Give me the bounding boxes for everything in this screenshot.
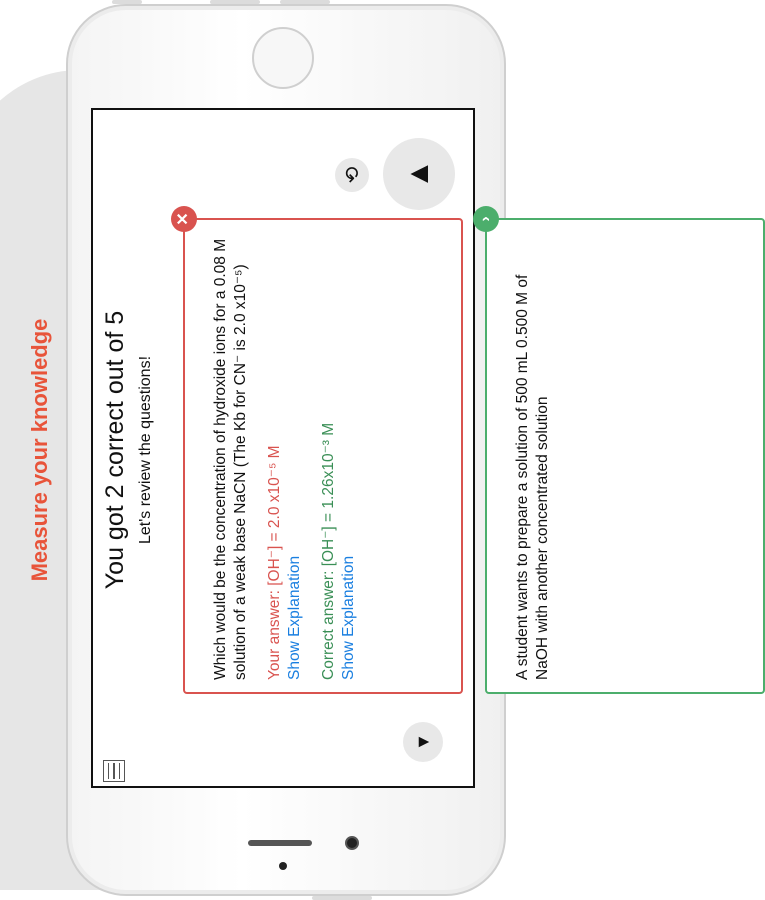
show-explanation-link[interactable]: Show Explanation [286, 555, 303, 680]
question-card-correct [477, 216, 765, 694]
show-explanation-link[interactable]: Show Explanation [340, 555, 357, 680]
rotated-content [93, 110, 551, 790]
phone-volume-button [280, 0, 330, 4]
results-title: You got 2 correct out of 5 [101, 310, 129, 590]
results-subtitle: Let's review the questions! [137, 355, 154, 545]
phone-side-button [112, 0, 142, 4]
question-text: A student wants to prepare a solution of 500 mL 0.500 M of NaOH with another concentrated solution [514, 274, 551, 680]
correct-icon: › [473, 206, 499, 232]
incorrect-icon: ✕ [171, 206, 197, 232]
scroll-down-button[interactable]: ▼ [403, 722, 443, 762]
question-card-incorrect [175, 212, 463, 694]
correct-answer: Correct answer: [OH⁻] = 1.26x10⁻³ M [320, 422, 337, 680]
phone-camera [345, 836, 359, 850]
phone-power-button [312, 896, 372, 900]
phone-speaker [248, 840, 312, 846]
app-screen [91, 108, 551, 788]
scroll-up-button[interactable]: ▲ [383, 138, 455, 210]
promo-caption: Measure your knowledge [27, 318, 52, 582]
phone-volume-button [210, 0, 260, 4]
phone-sensor [279, 862, 287, 870]
home-button [252, 27, 314, 89]
question-text: Which would be the concentration of hydroxide ions for a 0.08 M solution of a weak base NaCN (The Kb for CN⁻ is 2.0 x10⁻⁵) [212, 238, 249, 680]
reload-icon[interactable]: ⟲ [335, 158, 369, 192]
your-answer: Your answer: [OH⁻] = 2.0 x10⁻⁵ M [266, 445, 283, 680]
